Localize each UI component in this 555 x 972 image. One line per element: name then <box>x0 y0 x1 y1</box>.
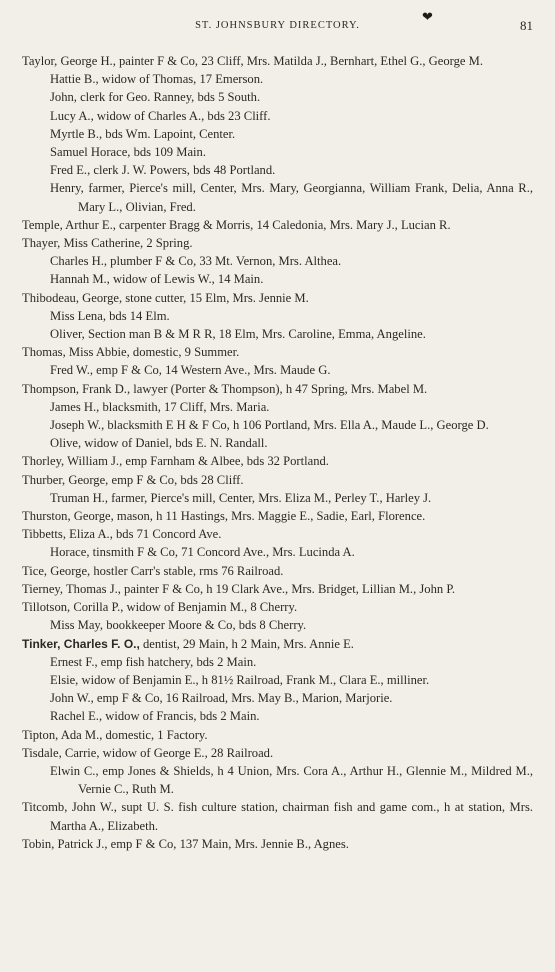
entry-text: Miss Lena, bds 14 Elm. <box>50 308 170 323</box>
directory-entry <box>22 507 533 525</box>
entry-text: Tobin, Patrick J., emp F & Co, 137 Main, Mrs. Jennie B., Agnes. <box>22 836 349 851</box>
directory-subentry <box>50 88 533 106</box>
page-header <box>0 10 555 38</box>
directory-entry <box>22 635 533 653</box>
entry-text: Elsie, widow of Benjamin E., h 81½ Railroad, Frank M., Clara E., milliner. <box>50 672 430 687</box>
directory-entry <box>22 234 533 252</box>
directory-entry <box>22 525 533 543</box>
entry-text: John W., emp F & Co, 16 Railroad, Mrs. May B., Marion, Marjorie. <box>50 691 393 706</box>
directory-entry <box>22 580 533 598</box>
entry-text: Tierney, Thomas J., painter F & Co, h 19 Clark Ave., Mrs. Bridget, Lillian M., John P. <box>22 581 456 596</box>
entry-text: Lucy A., widow of Charles A., bds 23 Cliff. <box>50 108 271 123</box>
entry-text: Temple, Arthur E., carpenter Bragg & Morris, 14 Caledonia, Mrs. Mary J., Lucian R. <box>22 217 451 232</box>
directory-subentry <box>50 671 533 689</box>
directory-subentry <box>50 616 533 634</box>
entry-text: Horace, tinsmith F & Co, 71 Concord Ave., Mrs. Lucinda A. <box>50 545 355 560</box>
directory-entry <box>22 216 533 234</box>
directory-subentry <box>50 325 533 343</box>
directory-subentry <box>50 125 533 143</box>
directory-subentry <box>50 707 533 725</box>
entry-text: Fred W., emp F & Co, 14 Western Ave., Mrs. Maude G. <box>50 363 331 378</box>
directory-entry <box>22 380 533 398</box>
directory-subentry <box>50 107 533 125</box>
directory-subentry <box>50 762 533 798</box>
entry-text: Taylor, George H., painter F & Co, 23 Cliff, Mrs. Matilda J., Bernhart, Ethel G., George M. <box>22 54 484 68</box>
entry-text: Charles H., plumber F & Co, 33 Mt. Vernon, Mrs. Althea. <box>50 254 342 269</box>
entry-text: Ernest F., emp fish hatchery, bds 2 Main. <box>50 654 257 669</box>
entry-text: Tibbetts, Eliza A., bds 71 Concord Ave. <box>22 527 222 542</box>
entry-text: Elwin C., emp Jones & Shields, h 4 Union, Mrs. Cora A., Arthur H., Glennie M., Mildred M., Vernie C., Ruth M. <box>50 763 533 797</box>
entry-text: Fred E., clerk J. W. Powers, bds 48 Portland. <box>50 163 276 178</box>
running-title: ST. JOHNSBURY DIRECTORY. <box>195 20 360 31</box>
directory-subentry <box>50 70 533 88</box>
entry-text: Thurston, George, mason, h 11 Hastings, Mrs. Maggie E., Sadie, Earl, Florence. <box>22 509 426 524</box>
entry-text: Henry, farmer, Pierce's mill, Center, Mrs. Mary, Georgianna, William Frank, Delia, Anna R., Mary L., Olivian, Fred. <box>50 181 533 214</box>
entry-text: dentist, 29 Main, h 2 Main, Mrs. Annie E. <box>142 636 354 651</box>
entry-text: Myrtle B., bds Wm. Lapoint, Center. <box>50 126 236 141</box>
directory-entry <box>22 343 533 361</box>
directory-subentry <box>50 179 533 215</box>
entry-text: Titcomb, John W., supt U. S. fish culture station, chairman fish and game com., h at station, Mrs. Martha A., Elizabeth. <box>22 800 533 833</box>
directory-subentry <box>50 489 533 507</box>
directory-entry <box>22 835 533 853</box>
directory-entry <box>22 52 533 70</box>
ink-blot-mark: ❤ <box>422 10 433 25</box>
entry-text: Rachel E., widow of Francis, bds 2 Main. <box>50 709 260 724</box>
directory-entry <box>22 289 533 307</box>
entry-text: Tisdale, Carrie, widow of George E., 28 Railroad. <box>22 745 274 760</box>
entry-text: Thurber, George, emp F & Co, bds 28 Cliff. <box>22 472 244 487</box>
directory-subentry <box>50 361 533 379</box>
directory-entry <box>22 598 533 616</box>
directory-entry <box>22 798 533 834</box>
entry-text: Hattie B., widow of Thomas, 17 Emerson. <box>50 72 264 87</box>
directory-entry <box>22 744 533 762</box>
directory-subentry <box>50 161 533 179</box>
directory-entries <box>0 52 555 853</box>
entry-text: Tice, George, hostler Carr's stable, rms 76 Railroad. <box>22 563 284 578</box>
directory-subentry <box>50 252 533 270</box>
entry-text: Oliver, Section man B & M R R, 18 Elm, Mrs. Caroline, Emma, Angeline. <box>50 327 426 342</box>
entry-text: Thompson, Frank D., lawyer (Porter & Thompson), h 47 Spring, Mrs. Mabel M. <box>22 381 428 396</box>
directory-subentry <box>50 434 533 452</box>
entry-text: John, clerk for Geo. Ranney, bds 5 South. <box>50 90 261 105</box>
entry-text: Olive, widow of Daniel, bds E. N. Randall. <box>50 436 268 451</box>
page-number: 81 <box>520 18 533 33</box>
directory-subentry <box>50 307 533 325</box>
directory-entry <box>22 471 533 489</box>
entry-text: Thibodeau, George, stone cutter, 15 Elm, Mrs. Jennie M. <box>22 290 309 305</box>
entry-text: Thomas, Miss Abbie, domestic, 9 Summer. <box>22 345 240 360</box>
entry-text: Miss May, bookkeeper Moore & Co, bds 8 Cherry. <box>50 618 307 633</box>
directory-subentry <box>50 653 533 671</box>
entry-text: Joseph W., blacksmith E H & F Co, h 106 Portland, Mrs. Ella A., Maude L., George D. <box>50 418 489 433</box>
directory-entry <box>22 562 533 580</box>
entry-text: Truman H., farmer, Pierce's mill, Center, Mrs. Eliza M., Perley T., Harley J. <box>50 490 432 505</box>
entry-bold-name: Tinker, Charles F. O., <box>22 636 140 651</box>
entry-text: Thayer, Miss Catherine, 2 Spring. <box>22 236 193 251</box>
directory-subentry <box>50 416 533 434</box>
entry-text: Samuel Horace, bds 109 Main. <box>50 145 206 160</box>
directory-subentry <box>50 689 533 707</box>
directory-subentry <box>50 143 533 161</box>
entry-text: Thorley, William J., emp Farnham & Albee, bds 32 Portland. <box>22 454 329 469</box>
directory-subentry <box>50 270 533 288</box>
directory-entry <box>22 726 533 744</box>
directory-entry <box>22 452 533 470</box>
entry-text: James H., blacksmith, 17 Cliff, Mrs. Maria. <box>50 399 270 414</box>
directory-subentry <box>50 398 533 416</box>
entry-text: Tipton, Ada M., domestic, 1 Factory. <box>22 727 208 742</box>
directory-subentry <box>50 543 533 561</box>
entry-text: Tillotson, Corilla P., widow of Benjamin M., 8 Cherry. <box>22 600 298 615</box>
entry-text: Hannah M., widow of Lewis W., 14 Main. <box>50 272 264 287</box>
